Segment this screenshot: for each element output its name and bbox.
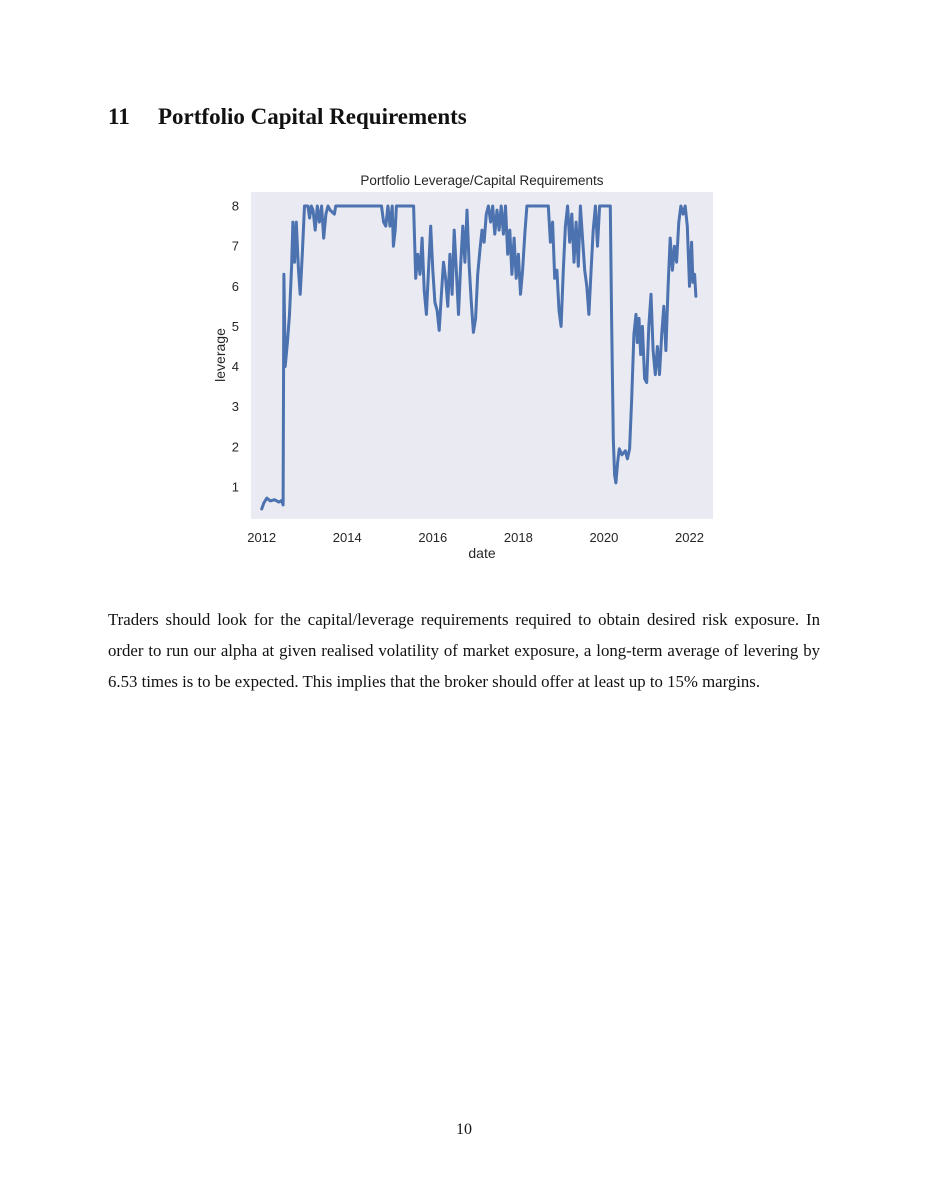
y-axis — [232, 199, 239, 495]
x-tick-label: 2016 — [418, 530, 448, 545]
x-axis-label: date — [468, 545, 496, 561]
leverage-chart — [200, 162, 730, 572]
y-tick-label: 6 — [231, 278, 239, 294]
y-tick-label: 8 — [231, 198, 239, 214]
x-tick-label: 2014 — [332, 530, 362, 545]
y-tick-label: 5 — [231, 318, 239, 334]
x-tick-label: 2018 — [503, 530, 533, 545]
x-tick-label: 2020 — [589, 530, 619, 545]
y-tick-label: 7 — [231, 238, 239, 254]
section-heading — [108, 104, 467, 130]
chart-title: Portfolio Leverage/Capital Requirements — [360, 173, 604, 188]
x-tick-label: 2022 — [675, 530, 704, 545]
body-paragraph: Traders should look for the capital/leverage requirements required to obtain desired risk exposure. In order to run our alpha at given realised volatility of market exposure, a long-term average of levering by 6.53 times is to be expected. This implies that the broker should offer at least up to 15% margins. — [108, 610, 820, 691]
leverage-chart-figure — [200, 162, 730, 572]
x-axis — [247, 530, 704, 545]
y-tick-label: 3 — [231, 399, 239, 415]
y-axis-label: leverage — [212, 328, 228, 382]
x-tick-label: 2012 — [247, 530, 277, 545]
page-number: 10 — [456, 1121, 472, 1138]
y-tick-label: 1 — [231, 479, 239, 495]
section-title: Portfolio Capital Requirements — [158, 104, 467, 129]
section-number: 11 — [108, 104, 130, 129]
y-tick-label: 4 — [231, 359, 239, 375]
y-tick-label: 2 — [231, 439, 239, 455]
